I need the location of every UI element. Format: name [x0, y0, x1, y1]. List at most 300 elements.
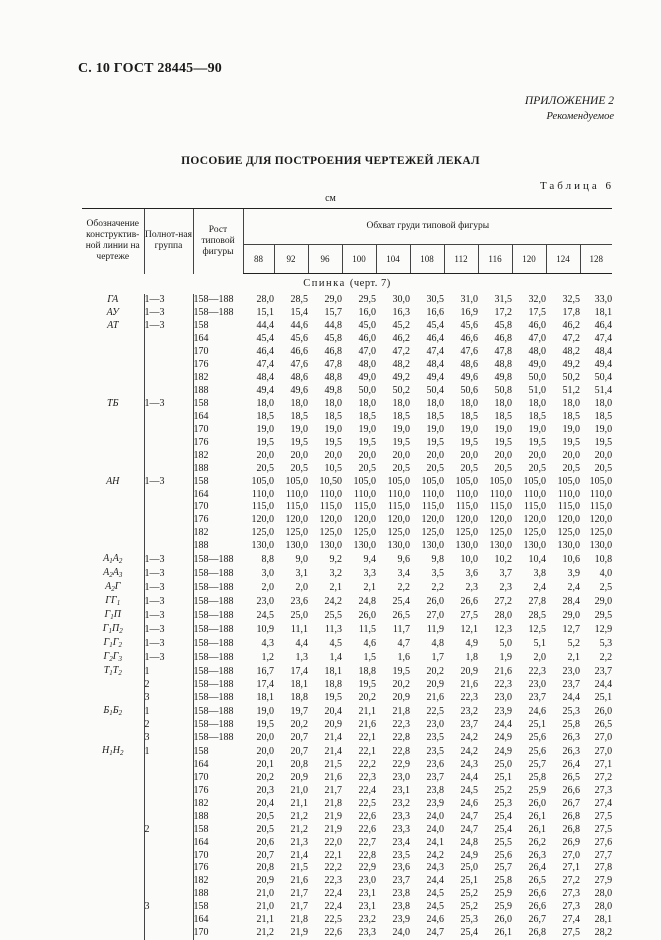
cell-value: 28,2: [594, 927, 613, 939]
cell-value: 23,5: [392, 849, 410, 861]
cell-value: 19,5: [562, 436, 580, 448]
cell-value: 20,0: [594, 449, 613, 461]
cell-value: 18,1: [594, 307, 613, 319]
cell-value: 24,7: [460, 810, 478, 822]
cell-value: 47,2: [392, 346, 410, 358]
cell-designation: [82, 797, 144, 810]
cell-value: 46,2: [562, 320, 580, 332]
cell-value: 21,8: [290, 914, 308, 926]
cell-value: 23,0: [494, 692, 512, 704]
cell-value: 46,8: [494, 333, 512, 345]
cell-designation: [82, 862, 144, 875]
cell-value: 48,0: [528, 346, 546, 358]
cell-value: 20,0: [256, 449, 274, 461]
table-row: [82, 346, 612, 359]
col-header-size: 104: [376, 245, 410, 274]
cell-value: 1,2: [261, 651, 274, 663]
cell-value: 27,0: [562, 849, 580, 861]
cell-height: 182: [193, 527, 243, 540]
cell-group: 1—3: [144, 320, 193, 333]
cell-value: 22,2: [358, 758, 376, 770]
cell-value: 105,0: [285, 475, 308, 487]
cell-value: 22,6: [358, 823, 376, 835]
table-row: [82, 862, 612, 875]
cell-value: 105,0: [387, 475, 410, 487]
cell-value: 20,5: [290, 462, 308, 474]
cell-designation: ГА: [107, 294, 119, 306]
cell-value: 10,9: [256, 623, 274, 635]
cell-value: 26,8: [562, 823, 580, 835]
cell-group: [144, 333, 193, 346]
cell-value: 19,0: [290, 423, 308, 435]
cell-height: 176: [193, 359, 243, 372]
cell-height: 164: [193, 488, 243, 501]
cell-value: 5,0: [499, 637, 512, 649]
cell-value: 32,5: [562, 294, 580, 306]
cell-value: 24,8: [358, 595, 376, 607]
cell-value: 29,5: [358, 294, 376, 306]
cell-value: 50,4: [594, 372, 613, 384]
cell-value: 125,0: [319, 527, 342, 539]
cell-value: 20,2: [392, 679, 410, 691]
appendix-subtitle: Рекомендуемое: [546, 111, 614, 122]
cell-designation: [82, 488, 144, 501]
cell-value: 2,4: [533, 581, 546, 593]
table-row: [82, 665, 612, 679]
cell-value: 26,6: [460, 595, 478, 607]
cell-value: 20,9: [426, 679, 444, 691]
table-row: [82, 581, 612, 595]
cell-value: 19,5: [528, 436, 546, 448]
table-row: [82, 501, 612, 514]
cell-value: 22,8: [392, 732, 410, 744]
cell-value: 25,9: [494, 901, 512, 913]
cell-height: 176: [193, 436, 243, 449]
cell-value: 20,0: [256, 745, 274, 757]
cell-value: 27,2: [494, 595, 512, 607]
col-header-size: 100: [342, 245, 376, 274]
cell-height: 182: [193, 372, 243, 385]
table-row: [82, 372, 612, 385]
cell-value: 47,6: [290, 359, 308, 371]
cell-value: 46,0: [358, 333, 376, 345]
cell-value: 21,4: [324, 745, 342, 757]
cell-value: 9,8: [431, 553, 444, 565]
cell-designation: [82, 501, 144, 514]
cell-group: 1—3: [144, 581, 193, 595]
cell-value: 130,0: [319, 540, 342, 552]
cell-designation: [82, 333, 144, 346]
cell-value: 17,8: [562, 307, 580, 319]
cell-value: 25,8: [562, 719, 580, 731]
cell-value: 19,0: [358, 423, 376, 435]
cell-value: 16,0: [358, 307, 376, 319]
cell-value: 21,9: [290, 927, 308, 939]
cell-value: 51,4: [594, 385, 613, 397]
table-row: [82, 527, 612, 540]
cell-group: 1—3: [144, 609, 193, 623]
table-row: [82, 888, 612, 901]
cell-height: 158—188: [193, 637, 243, 651]
cell-value: 20,6: [256, 836, 274, 848]
table-row: [82, 797, 612, 810]
cell-value: 24,2: [426, 849, 444, 861]
cell-group: [144, 797, 193, 810]
cell-value: 30,5: [426, 294, 444, 306]
cell-value: 20,8: [290, 758, 308, 770]
cell-value: 21,2: [290, 823, 308, 835]
cell-value: 27,2: [562, 875, 580, 887]
col-header-size: 124: [546, 245, 580, 274]
table-row: [82, 732, 612, 745]
cell-value: 19,0: [324, 423, 342, 435]
cell-value: 27,1: [562, 862, 580, 874]
cell-height: 164: [193, 836, 243, 849]
cell-value: 50,6: [460, 385, 478, 397]
cell-value: 17,4: [256, 679, 274, 691]
cell-value: 21,7: [324, 784, 342, 796]
table-row: [82, 745, 612, 759]
cell-value: 45,6: [290, 333, 308, 345]
cell-value: 50,2: [392, 385, 410, 397]
cell-value: 48,2: [562, 346, 580, 358]
cell-value: 115,0: [285, 501, 308, 513]
cell-value: 46,6: [460, 333, 478, 345]
cell-value: 27,0: [426, 609, 444, 621]
cell-group: [144, 540, 193, 553]
cell-value: 18,8: [324, 679, 342, 691]
table-row: [82, 901, 612, 914]
cell-group: 1—3: [144, 567, 193, 581]
cell-value: 27,4: [562, 914, 580, 926]
cell-value: 47,4: [256, 359, 274, 371]
table-row: [82, 436, 612, 449]
cell-value: 23,1: [358, 901, 376, 913]
cell-value: 26,5: [594, 719, 613, 731]
cell-value: 115,0: [421, 501, 444, 513]
cell-value: 25,1: [594, 692, 613, 704]
cell-value: 120,0: [523, 514, 546, 526]
cell-value: 19,0: [562, 423, 580, 435]
cell-value: 18,0: [594, 397, 613, 409]
cell-value: 22,8: [392, 745, 410, 757]
cell-value: 18,0: [528, 397, 546, 409]
cell-value: 130,0: [353, 540, 376, 552]
cell-group: 1—3: [144, 595, 193, 609]
cell-value: 15,4: [290, 307, 308, 319]
cell-height: 158—188: [193, 595, 243, 609]
cell-height: 158—188: [193, 692, 243, 705]
cell-value: 24,2: [460, 732, 478, 744]
table-row: [82, 410, 612, 423]
cell-value: 24,4: [460, 771, 478, 783]
cell-value: 17,2: [494, 307, 512, 319]
cell-height: 170: [193, 423, 243, 436]
cell-value: 23,2: [392, 797, 410, 809]
cell-value: 21,9: [324, 810, 342, 822]
cell-value: 26,3: [528, 849, 546, 861]
cell-value: 24,0: [392, 927, 410, 939]
cell-value: 20,0: [528, 449, 546, 461]
cell-value: 2,0: [295, 581, 308, 593]
cell-value: 18,8: [358, 665, 376, 677]
cell-value: 27,3: [562, 901, 580, 913]
cell-value: 26,4: [562, 758, 580, 770]
cell-value: 49,4: [594, 359, 613, 371]
cell-value: 110,0: [421, 488, 444, 500]
cell-group: [144, 501, 193, 514]
cell-value: 19,5: [426, 436, 444, 448]
cell-value: 24,4: [594, 679, 613, 691]
cell-value: 24,2: [324, 595, 342, 607]
cell-value: 2,2: [599, 651, 613, 663]
cell-value: 21,6: [324, 771, 342, 783]
cell-value: 26,1: [528, 823, 546, 835]
cell-value: 22,9: [358, 862, 376, 874]
cell-designation: [82, 359, 144, 372]
cell-value: 22,9: [392, 758, 410, 770]
cell-designation: [82, 514, 144, 527]
cell-value: 18,5: [562, 410, 580, 422]
cell-value: 9,0: [295, 553, 308, 565]
cell-value: 26,0: [358, 609, 376, 621]
cell-value: 47,0: [358, 346, 376, 358]
cell-value: 21,0: [290, 784, 308, 796]
cell-group: [144, 436, 193, 449]
cell-value: 24,5: [460, 784, 478, 796]
cell-value: 23,7: [594, 665, 613, 677]
table-row: [82, 294, 612, 307]
cell-height: 170: [193, 771, 243, 784]
cell-value: 3,5: [431, 567, 444, 579]
cell-value: 1,7: [431, 651, 444, 663]
cell-value: 50,2: [562, 372, 580, 384]
cell-value: 28,4: [562, 595, 580, 607]
cell-height: 158—188: [193, 719, 243, 732]
cell-value: 28,0: [594, 888, 613, 900]
cell-height: 182: [193, 797, 243, 810]
cell-value: 25,0: [460, 862, 478, 874]
cell-value: 19,0: [256, 705, 274, 717]
cell-value: 28,0: [494, 609, 512, 621]
cell-value: 28,0: [256, 294, 274, 306]
cell-value: 45,8: [494, 320, 512, 332]
cell-value: 120,0: [421, 514, 444, 526]
cell-value: 18,0: [460, 397, 478, 409]
cell-value: 25,1: [528, 719, 546, 731]
cell-value: 125,0: [455, 527, 478, 539]
cell-height: 176: [193, 862, 243, 875]
cell-height: 158—188: [193, 567, 243, 581]
cell-value: 23,7: [392, 875, 410, 887]
table-row: [82, 333, 612, 346]
cell-designation: [82, 914, 144, 927]
cell-group: 2: [144, 719, 193, 732]
cell-value: 46,4: [426, 333, 444, 345]
cell-value: 47,8: [494, 346, 512, 358]
cell-value: 115,0: [387, 501, 410, 513]
cell-value: 21,1: [290, 797, 308, 809]
cell-value: 27,2: [594, 771, 613, 783]
cell-value: 25,1: [460, 875, 478, 887]
cell-value: 48,4: [426, 359, 444, 371]
cell-value: 24,4: [426, 875, 444, 887]
cell-value: 22,4: [358, 784, 376, 796]
cell-designation: [82, 732, 144, 745]
cell-value: 29,5: [594, 609, 613, 621]
cell-value: 12,9: [594, 623, 613, 635]
cell-group: [144, 771, 193, 784]
cell-height: 158: [193, 901, 243, 914]
cell-value: 2,1: [329, 581, 342, 593]
cell-value: 2,0: [533, 651, 546, 663]
table-row: [82, 488, 612, 501]
cell-value: 125,0: [421, 527, 444, 539]
cell-value: 110,0: [557, 488, 580, 500]
cell-value: 49,6: [290, 385, 308, 397]
cell-value: 48,8: [324, 372, 342, 384]
cell-value: 50,0: [358, 385, 376, 397]
table-row: [82, 836, 612, 849]
cell-value: 21,8: [324, 797, 342, 809]
cell-value: 11,3: [324, 623, 342, 635]
cell-value: 21,2: [290, 810, 308, 822]
table-row: [82, 553, 612, 567]
cell-height: 158—188: [193, 705, 243, 719]
col-header-group: Полнот-ная группа: [144, 209, 193, 274]
cell-value: 26,6: [528, 901, 546, 913]
cell-group: 1—3: [144, 651, 193, 665]
cell-value: 21,5: [324, 758, 342, 770]
cell-value: 19,5: [290, 436, 308, 448]
cell-value: 16,3: [392, 307, 410, 319]
cell-value: 46,2: [392, 333, 410, 345]
cell-value: 11,5: [358, 623, 376, 635]
cell-value: 23,7: [528, 692, 546, 704]
col-header-size: 120: [512, 245, 546, 274]
cell-value: 25,9: [494, 888, 512, 900]
cell-value: 25,1: [494, 771, 512, 783]
cell-value: 19,0: [528, 423, 546, 435]
cell-value: 26,9: [562, 836, 580, 848]
cell-height: 176: [193, 784, 243, 797]
cell-height: 188: [193, 462, 243, 475]
cell-value: 20,4: [256, 797, 274, 809]
cell-value: 105,0: [523, 475, 546, 487]
cell-value: 18,5: [392, 410, 410, 422]
cell-value: 24,7: [426, 927, 444, 939]
cell-value: 12,5: [528, 623, 546, 635]
cell-value: 20,5: [528, 462, 546, 474]
cell-value: 20,5: [256, 462, 274, 474]
cell-value: 20,0: [290, 449, 308, 461]
cell-value: 130,0: [589, 540, 613, 552]
cell-value: 20,5: [494, 462, 512, 474]
cell-designation: [82, 410, 144, 423]
cell-value: 15,7: [324, 307, 342, 319]
cell-value: 22,6: [358, 810, 376, 822]
cell-value: 20,4: [324, 705, 342, 717]
cell-value: 18,0: [426, 397, 444, 409]
cell-value: 18,1: [290, 679, 308, 691]
cell-value: 125,0: [523, 527, 546, 539]
cell-value: 19,5: [256, 436, 274, 448]
cell-value: 24,1: [426, 836, 444, 848]
cell-height: 164: [193, 333, 243, 346]
cell-designation: [82, 346, 144, 359]
cell-value: 46,8: [324, 346, 342, 358]
table-row: [82, 651, 612, 665]
cell-value: 20,0: [562, 449, 580, 461]
cell-value: 19,5: [358, 436, 376, 448]
cell-value: 23,4: [392, 836, 410, 848]
cell-value: 22,3: [392, 719, 410, 731]
col-header-designation: Обозначение конструктив-ной линии на чертеже: [82, 209, 144, 274]
cell-value: 22,0: [324, 836, 342, 848]
cell-value: 22,3: [460, 692, 478, 704]
col-header-height: Рост типовой фигуры: [193, 209, 243, 274]
cell-value: 19,0: [460, 423, 478, 435]
cell-value: 27,5: [594, 810, 613, 822]
table-row: [82, 423, 612, 436]
cell-value: 26,1: [494, 927, 512, 939]
cell-height: 158—188: [193, 581, 243, 595]
cell-value: 2,1: [567, 651, 580, 663]
cell-value: 130,0: [489, 540, 512, 552]
cell-height: 158—188: [193, 553, 243, 567]
cell-value: 26,3: [562, 745, 580, 757]
cell-group: [144, 346, 193, 359]
cell-value: 110,0: [589, 488, 613, 500]
cell-value: 31,5: [494, 294, 512, 306]
cell-value: 115,0: [319, 501, 342, 513]
cell-value: 18,5: [324, 410, 342, 422]
cell-value: 24,4: [562, 692, 580, 704]
cell-value: 125,0: [589, 527, 613, 539]
cell-group: [144, 410, 193, 423]
cell-value: 26,2: [528, 836, 546, 848]
cell-value: 125,0: [251, 527, 274, 539]
cell-value: 19,7: [290, 705, 308, 717]
cell-value: 33,0: [594, 294, 613, 306]
cell-value: 21,9: [324, 823, 342, 835]
col-header-size: 112: [444, 245, 478, 274]
cell-group: 3: [144, 692, 193, 705]
cell-value: 23,0: [392, 771, 410, 783]
table-row: [82, 927, 612, 940]
cell-value: 27,3: [562, 888, 580, 900]
cell-value: 47,4: [594, 333, 613, 345]
cell-value: 24,8: [460, 836, 478, 848]
cell-value: 120,0: [387, 514, 410, 526]
cell-height: 158: [193, 823, 243, 836]
cell-value: 11,9: [426, 623, 444, 635]
cell-value: 27,7: [594, 849, 613, 861]
cell-value: 51,2: [562, 385, 580, 397]
cell-value: 18,0: [494, 397, 512, 409]
cell-value: 20,2: [358, 692, 376, 704]
cell-value: 105,0: [455, 475, 478, 487]
cell-value: 4,7: [397, 637, 410, 649]
cell-designation: $А_2Г$: [105, 580, 121, 593]
cell-value: 18,8: [290, 692, 308, 704]
cell-value: 48,4: [256, 372, 274, 384]
cell-value: 19,5: [392, 436, 410, 448]
cell-value: 23,6: [392, 862, 410, 874]
cell-value: 23,7: [426, 771, 444, 783]
cell-height: 158: [193, 745, 243, 759]
cell-value: 20,0: [324, 449, 342, 461]
